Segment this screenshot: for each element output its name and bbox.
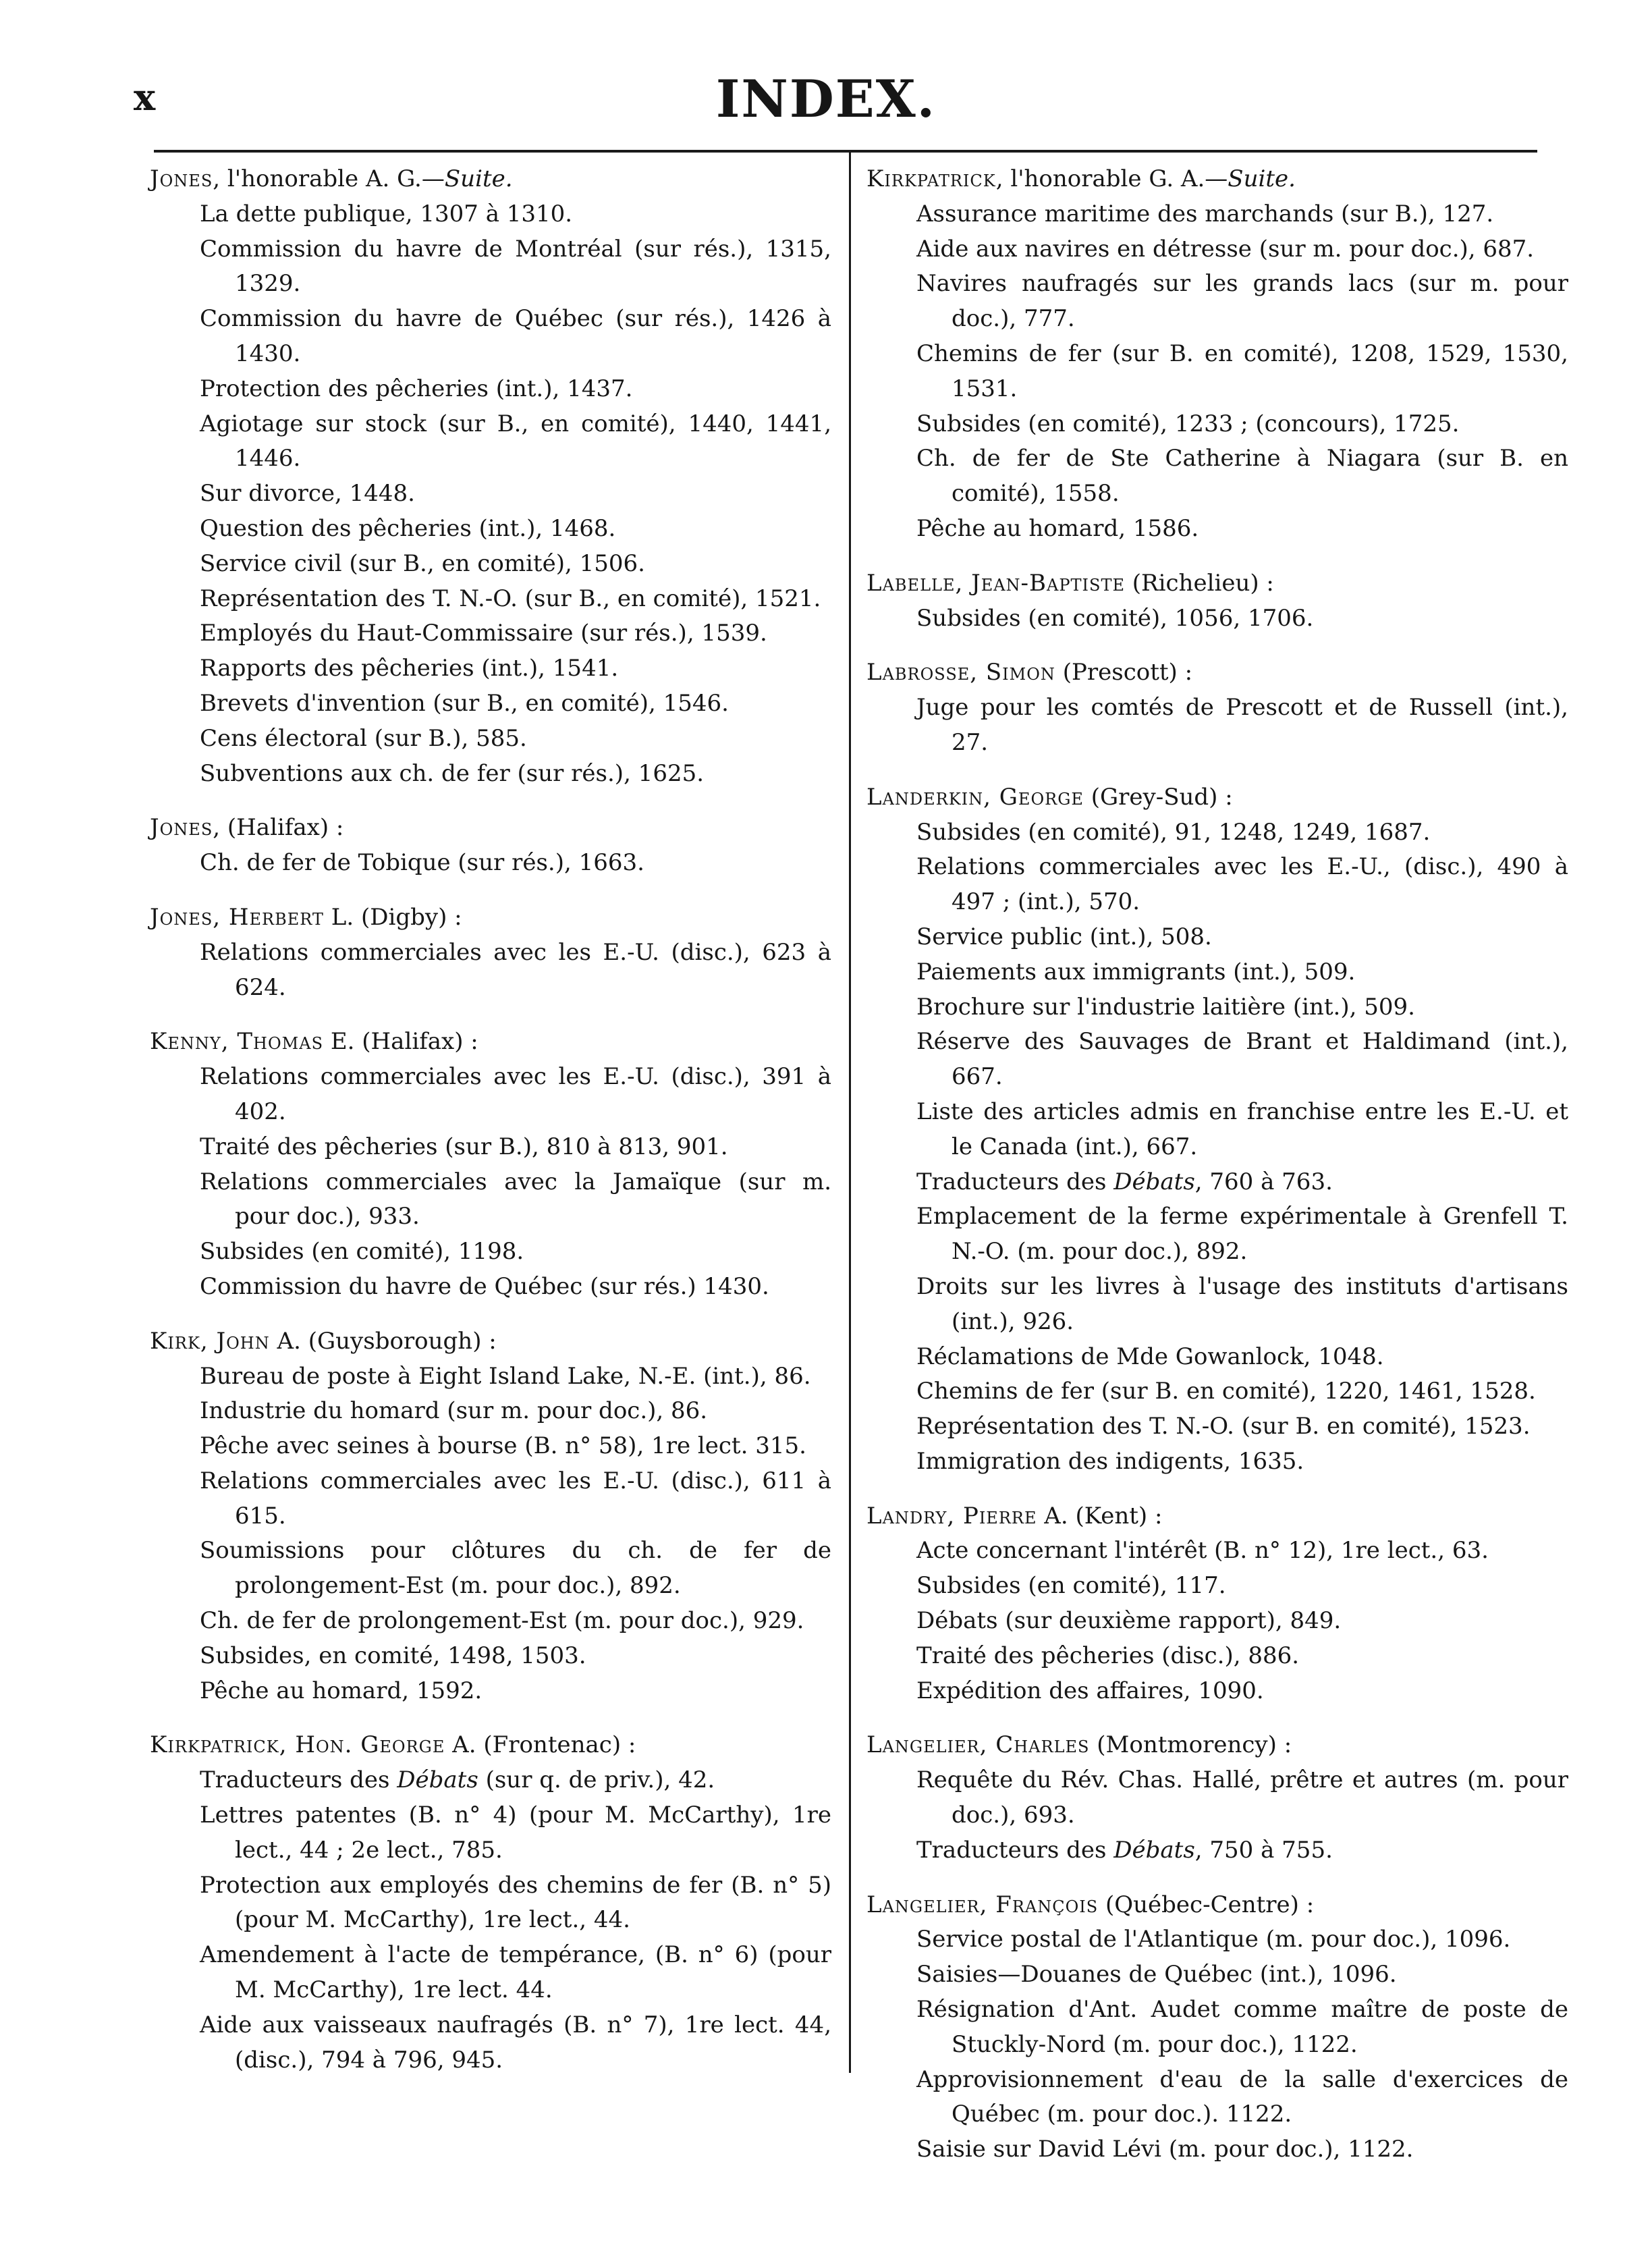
index-column-right (866, 162, 1568, 2187)
entry-item: Subsides (en comité), 1233 ; (concours), 1725. (916, 410, 1460, 437)
entry-item: Traducteurs des Débats, 750 à 755. (916, 1836, 1333, 1864)
entry-item: Question des pêcheries (int.), 1468. (200, 514, 616, 542)
entry-name: Kirk, John (150, 1327, 270, 1355)
entry-qualifier: (Grey-Sud) : (1083, 783, 1233, 811)
index-column-left (150, 162, 831, 2097)
entry-item: Protection aux employés des chemins de fer (B. n° 5) (pour M. McCarthy), 1re lect., 44. (200, 1871, 831, 1934)
entry-item: Cens électoral (sur B.), 585. (200, 724, 527, 752)
entry-item: Relations commerciales avec les E.-U. (disc.), 391 à 402. (200, 1063, 831, 1125)
entry-item: Traducteurs des Débats (sur q. de priv.), 42. (200, 1766, 715, 1794)
entry-heading (150, 162, 831, 197)
entry-item: Débats (sur deuxième rapport), 849. (916, 1607, 1342, 1635)
entry-qualifier: , l'honorable G. A.— (995, 165, 1228, 192)
entry-qualifier: L. (Digby) : (323, 903, 462, 931)
entry-qualifier: A. (Frontenac) : (445, 1731, 636, 1759)
index-entry (866, 1728, 1568, 1868)
entry-item: Ch. de fer de prolongement-Est (m. pour doc.), 929. (200, 1607, 804, 1635)
entry-heading (866, 566, 1568, 601)
entry-qualifier: (Richelieu) : (1124, 569, 1274, 597)
entry-item: Subventions aux ch. de fer (sur rés.), 1625. (200, 759, 705, 787)
entry-item: La dette publique, 1307 à 1310. (200, 200, 573, 227)
entry-item: Relations commerciales avec les E.-U., (disc.), 490 à 497 ; (int.), 570. (916, 853, 1568, 916)
index-entry (866, 162, 1568, 547)
page-number: x (134, 76, 156, 119)
entry-item: Commission du havre de Montréal (sur rés.), 1315, 1329. (200, 235, 831, 298)
index-entry (150, 1324, 831, 1709)
index-entry (866, 655, 1568, 760)
entry-suite: Suite. (1228, 165, 1296, 192)
entry-heading (866, 1499, 1568, 1534)
index-entry (150, 162, 831, 791)
entry-item: Juge pour les comtés de Prescott et de Russell (int.), 27. (916, 694, 1568, 756)
entry-item: Acte concernant l'intérêt (B. n° 12), 1re lect., 63. (916, 1537, 1489, 1565)
entry-item: Pêche avec seines à bourse (B. n° 58), 1re lect. 315. (200, 1432, 806, 1460)
entry-item: Protection des pêcheries (int.), 1437. (200, 375, 633, 402)
entry-item: Commission du havre de Québec (sur rés.) 1430. (200, 1272, 769, 1300)
entry-heading (150, 811, 831, 846)
entry-item: Traité des pêcheries (disc.), 886. (916, 1642, 1300, 1669)
entry-item: Traité des pêcheries (sur B.), 810 à 813, 901. (200, 1133, 728, 1160)
entry-name: Jones (150, 814, 213, 842)
entry-item: Brochure sur l'industrie laitière (int.), 509. (916, 993, 1415, 1021)
entry-name: Kenny, Thomas (150, 1028, 324, 1056)
entry-item: Chemins de fer (sur B. en comité), 1220, 1461, 1528. (916, 1378, 1536, 1405)
index-entry (150, 900, 831, 1005)
entry-name: Jones, Herbert (150, 903, 324, 931)
entry-item: Expédition des affaires, 1090. (916, 1677, 1264, 1704)
entry-heading (866, 1728, 1568, 1763)
entry-heading (866, 1888, 1568, 1923)
index-entry (866, 566, 1568, 637)
entry-item: Résignation d'Ant. Audet comme maître de poste de Stuckly-Nord (m. pour doc.), 1122. (916, 1996, 1568, 2058)
entry-item: Réserve des Sauvages de Brant et Haldimand (int.), 667. (916, 1028, 1568, 1091)
entry-name: Labrosse, Simon (866, 659, 1055, 686)
entry-item: Soumissions pour clôtures du ch. de fer de prolongement-Est (m. pour doc.), 892. (200, 1537, 831, 1600)
entry-item: Employés du Haut-Commissaire (sur rés.), 1539. (200, 620, 767, 647)
entry-item: Requête du Rév. Chas. Hallé, prêtre et autres (m. pour doc.), 693. (916, 1766, 1568, 1829)
index-entry (150, 1025, 831, 1304)
entry-item: Réclamations de Mde Gowanlock, 1048. (916, 1343, 1384, 1370)
entry-item: Commission du havre de Québec (sur rés.), 1426 à 1430. (200, 305, 831, 367)
entry-item: Paiements aux immigrants (int.), 509. (916, 958, 1356, 985)
entry-item: Assurance maritime des marchands (sur B.), 127. (916, 200, 1494, 227)
entry-name: Labelle, Jean-Baptiste (866, 569, 1125, 597)
entry-qualifier: (Québec-Centre) : (1098, 1891, 1315, 1918)
entry-item: Service civil (sur B., en comité), 1506. (200, 549, 645, 577)
index-entry (150, 1728, 831, 2078)
entry-item: Représentation des T. N.-O. (sur B., en comité), 1521. (200, 585, 821, 612)
entry-qualifier: (Montmorency) : (1089, 1731, 1292, 1759)
entry-name: Jones (150, 165, 213, 192)
entry-name: Langelier, François (866, 1891, 1099, 1918)
entry-item: Traducteurs des Débats, 760 à 763. (916, 1168, 1333, 1195)
entry-heading (866, 655, 1568, 691)
page-title: INDEX. (715, 69, 937, 129)
header-rule (154, 150, 1537, 153)
entry-item: Ch. de fer de Tobique (sur rés.), 1663. (200, 849, 644, 877)
entry-heading (150, 900, 831, 936)
entry-qualifier: A. (Kent) : (1037, 1502, 1163, 1530)
entry-item: Subsides (en comité), 91, 1248, 1249, 1687. (916, 818, 1431, 846)
entry-name: Landerkin, George (866, 783, 1084, 811)
entry-name: Langelier, Charles (866, 1731, 1090, 1759)
entry-name: Kirkpatrick, Hon. George (150, 1731, 445, 1759)
entry-item: Représentation des T. N.-O. (sur B. en comité), 1523. (916, 1413, 1531, 1440)
index-entry (150, 811, 831, 881)
entry-item: Chemins de fer (sur B. en comité), 1208, 1529, 1530, 1531. (916, 340, 1568, 402)
entry-item: Relations commerciales avec les E.-U. (disc.), 623 à 624. (200, 938, 831, 1001)
entry-qualifier: (Prescott) : (1055, 659, 1193, 686)
entry-item: Subsides, en comité, 1498, 1503. (200, 1642, 586, 1669)
entry-item: Emplacement de la ferme expérimentale à Grenfell T. N.-O. (m. pour doc.), 892. (916, 1203, 1568, 1266)
entry-qualifier: A. (Guysborough) : (269, 1327, 497, 1355)
entry-item: Amendement à l'acte de tempérance, (B. n° 6) (pour M. McCarthy), 1re lect. 44. (200, 1941, 831, 2004)
entry-item: Rapports des pêcheries (int.), 1541. (200, 655, 619, 682)
entry-item: Aide aux navires en détresse (sur m. pour doc.), 687. (916, 235, 1535, 263)
column-divider (849, 153, 851, 2073)
entry-item: Pêche au homard, 1592. (200, 1677, 483, 1704)
entry-item: Relations commerciales avec la Jamaïque (sur m. pour doc.), 933. (200, 1168, 831, 1230)
entry-item: Immigration des indigents, 1635. (916, 1447, 1304, 1475)
entry-item: Subsides (en comité), 1198. (200, 1238, 524, 1266)
entry-qualifier: E. (Halifax) : (323, 1028, 478, 1056)
entry-heading (866, 162, 1568, 197)
entry-heading (150, 1728, 831, 1763)
index-entry (866, 780, 1568, 1480)
entry-item: Sur divorce, 1448. (200, 480, 415, 508)
entry-name: Kirkpatrick (866, 165, 996, 192)
index-entry (866, 1888, 1568, 2167)
entry-item: Approvisionnement d'eau de la salle d'exercices de Québec (m. pour doc.). 1122. (916, 2065, 1568, 2128)
entry-item: Brevets d'invention (sur B., en comité), 1546. (200, 689, 729, 717)
entry-item: Aide aux vaisseaux naufragés (B. n° 7), 1re lect. 44, (disc.), 794 à 796, 945. (200, 2011, 831, 2074)
entry-item: Agiotage sur stock (sur B., en comité), 1440, 1441, 1446. (200, 410, 831, 472)
entry-heading (866, 780, 1568, 815)
entry-item: Service postal de l'Atlantique (m. pour doc.), 1096. (916, 1926, 1511, 1953)
entry-item: Saisie sur David Lévi (m. pour doc.), 1122. (916, 2136, 1414, 2163)
entry-item: Saisies—Douanes de Québec (int.), 1096. (916, 1961, 1397, 1989)
entry-item: Industrie du homard (sur m. pour doc.), 86. (200, 1397, 708, 1425)
index-entry (866, 1499, 1568, 1709)
entry-heading (150, 1324, 831, 1359)
entry-item: Bureau de poste à Eight Island Lake, N.-E. (int.), 86. (200, 1362, 811, 1390)
entry-qualifier: , l'honorable A. G.— (213, 165, 445, 192)
entry-item: Droits sur les livres à l'usage des instituts d'artisans (int.), 926. (916, 1272, 1568, 1335)
entry-item: Subsides (en comité), 117. (916, 1572, 1226, 1600)
entry-item: Ch. de fer de Ste Catherine à Niagara (sur B. en comité), 1558. (916, 445, 1568, 508)
entry-item: Service public (int.), 508. (916, 923, 1212, 950)
entry-item: Navires naufragés sur les grands lacs (sur m. pour doc.), 777. (916, 270, 1568, 333)
entry-item: Subsides (en comité), 1056, 1706. (916, 604, 1314, 632)
entry-item: Pêche au homard, 1586. (916, 514, 1199, 542)
entry-item: Lettres patentes (B. n° 4) (pour M. McCarthy), 1re lect., 44 ; 2e lect., 785. (200, 1802, 831, 1864)
entry-name: Landry, Pierre (866, 1502, 1037, 1530)
entry-item: Liste des articles admis en franchise entre les E.-U. et le Canada (int.), 667. (916, 1098, 1568, 1160)
entry-qualifier: , (Halifax) : (213, 814, 344, 842)
entry-suite: Suite. (444, 165, 513, 192)
entry-item: Relations commerciales avec les E.-U. (disc.), 611 à 615. (200, 1467, 831, 1530)
entry-heading (150, 1025, 831, 1060)
